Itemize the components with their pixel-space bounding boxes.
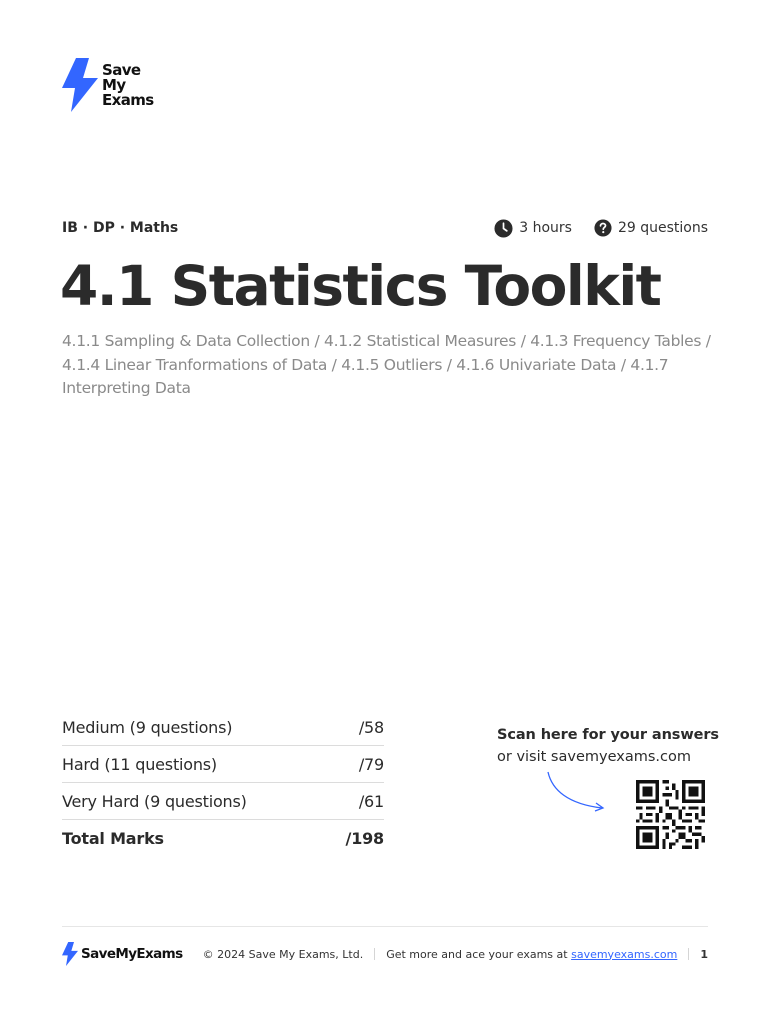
mark-row-very-hard <box>62 783 384 820</box>
clock-icon <box>494 219 513 238</box>
footer-brand-name: SaveMyExams <box>81 946 183 962</box>
breadcrumb: IB · DP · Maths <box>62 220 179 236</box>
logo-line-2: My <box>102 75 126 94</box>
footer-separator <box>688 948 689 960</box>
mark-label: Hard (11 questions) <box>62 754 217 774</box>
total-value: /198 <box>345 828 384 848</box>
meta-row <box>62 218 708 238</box>
question-count <box>594 219 708 237</box>
footer-logo <box>62 942 183 966</box>
brand-logo <box>62 58 154 112</box>
mark-value: /79 <box>358 754 384 774</box>
savemyexams-link[interactable]: savemyexams.com <box>571 947 678 961</box>
logo-line-1: Save <box>102 60 141 79</box>
page-title: 4.1 Statistics Toolkit <box>60 254 661 318</box>
copyright: © 2024 Save My Exams, Ltd. <box>202 947 364 961</box>
mark-row-total <box>62 820 384 856</box>
total-label: Total Marks <box>62 828 164 848</box>
mark-value: /58 <box>358 717 384 737</box>
footer-separator <box>374 948 375 960</box>
page-number: 1 <box>700 947 708 961</box>
marks-table <box>62 709 384 856</box>
footer <box>62 940 708 968</box>
duration <box>494 219 572 238</box>
footer-divider <box>62 926 708 927</box>
lightning-bolt-icon <box>62 58 98 112</box>
questions-text: 29 questions <box>617 220 708 236</box>
mark-label: Very Hard (9 questions) <box>62 791 247 811</box>
scan-callout <box>497 724 719 768</box>
question-circle-icon <box>594 219 612 237</box>
logo-line-3: Exams <box>102 90 154 109</box>
mark-label: Medium (9 questions) <box>62 717 233 737</box>
scan-visit-text: or visit savemyexams.com <box>497 749 691 765</box>
curved-arrow-icon <box>544 768 608 812</box>
mark-row-hard <box>62 746 384 783</box>
topic-list: 4.1.1 Sampling & Data Collection / 4.1.2 Statistical Measures / 4.1.3 Frequency Tables / 4.1.4 Linear Tranformations of Data / 4.1.5 Outliers / 4.1.6 Univariate Data / 4.1.7 Interpreting Data <box>62 332 711 397</box>
duration-text: 3 hours <box>519 220 572 236</box>
scan-heading: Scan here for your answers <box>497 727 719 743</box>
qr-code[interactable] <box>634 780 707 849</box>
footer-cta-text: Get more and ace your exams at <box>386 947 568 961</box>
mark-value: /61 <box>358 791 384 811</box>
lightning-bolt-icon <box>62 942 78 966</box>
mark-row-medium <box>62 709 384 746</box>
footer-cta <box>386 948 677 961</box>
